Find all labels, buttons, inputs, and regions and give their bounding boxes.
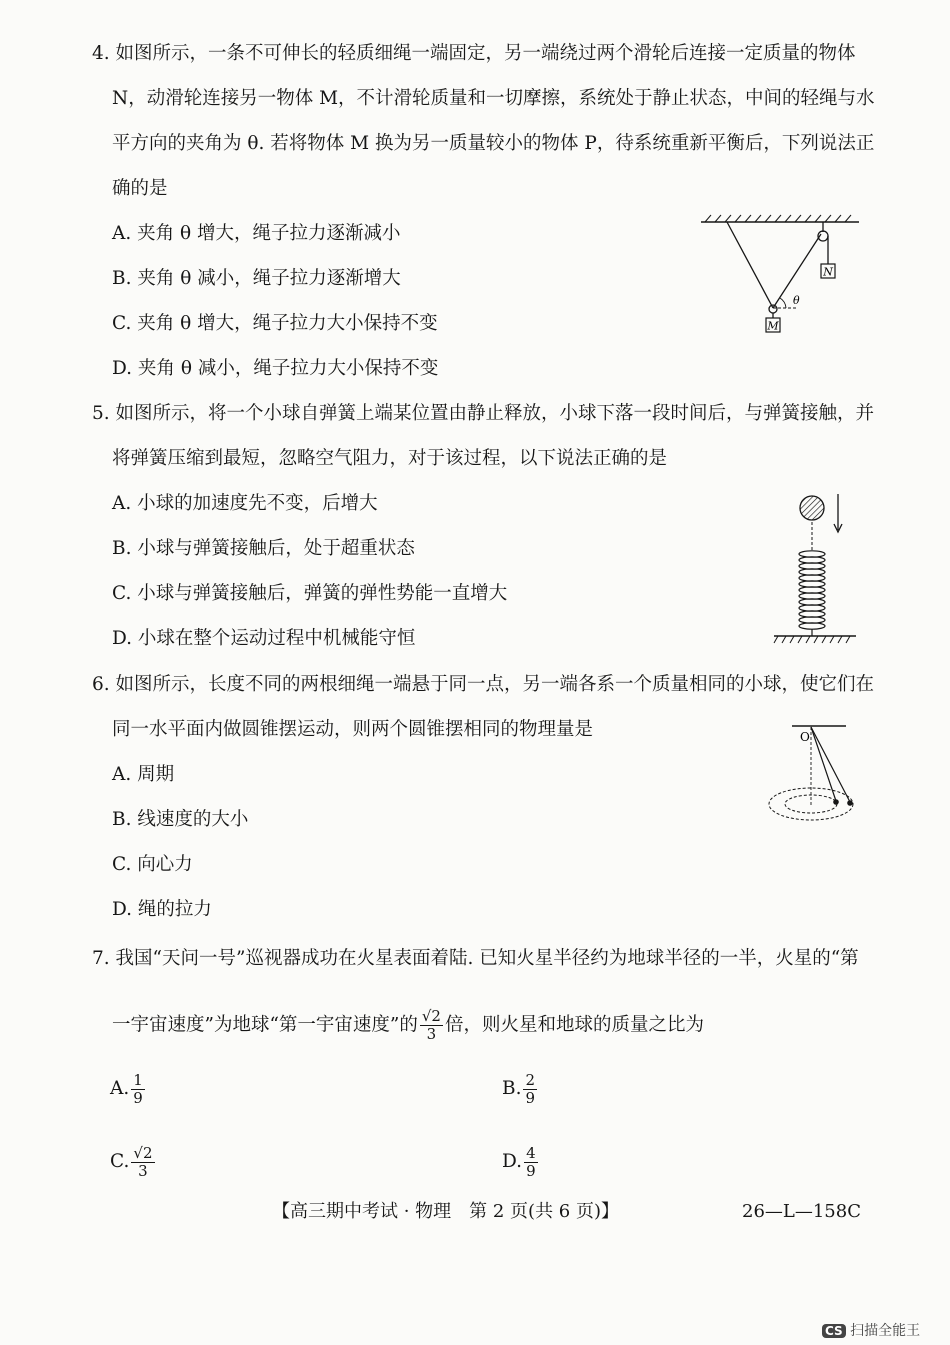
q5-stem-line-1: 5. 如图所示，将一个小球自弹簧上端某位置由静止释放，小球下落一段时间后，与弹簧接触，并 [92, 403, 875, 424]
q5-option-a[interactable]: A. 小球的加速度先不变，后增大 [112, 493, 378, 514]
spring-ball-figure [770, 488, 860, 650]
q7-option-b[interactable] [502, 1070, 539, 1108]
q7-option-d-letter: D. [502, 1151, 523, 1172]
q7-option-b-fraction [523, 1072, 537, 1107]
q7-option-c-den: 3 [138, 1161, 148, 1180]
scanner-logo-icon: CS [822, 1324, 846, 1338]
ball-1 [833, 799, 839, 805]
q7-stem-line-1: 7. 我国“天问一号”巡视器成功在火星表面着陆. 已知火星半径约为地球半径的一半，火星的“第 [92, 948, 859, 969]
q7-option-c-fraction [131, 1145, 154, 1180]
q4-stem-line-4: 确的是 [112, 178, 168, 199]
conical-pendulum-figure [760, 718, 860, 833]
ball-2 [847, 800, 853, 806]
label-m: M [767, 319, 779, 333]
q7-option-c-num: √2 [133, 1143, 153, 1162]
ratio-denominator: 3 [426, 1025, 437, 1043]
label-n: N [823, 265, 833, 279]
q5-option-b[interactable]: B. 小球与弹簧接触后，处于超重状态 [112, 538, 415, 559]
q6-option-b[interactable]: B. 线速度的大小 [112, 809, 249, 830]
ratio-numerator: √2 [421, 1007, 441, 1025]
string-short [811, 727, 836, 801]
q6-stem-line-2: 同一水平面内做圆锥摆运动，则两个圆锥摆相同的物理量是 [112, 719, 594, 740]
q7-option-a-num: 1 [133, 1070, 143, 1089]
q7-option-b-num: 2 [525, 1070, 536, 1089]
q7-option-a-letter: A. [110, 1078, 130, 1099]
q7-option-d-num: 4 [526, 1143, 536, 1162]
q4-stem-line-2: N，动滑轮连接另一物体 M，不计滑轮质量和一切摩擦，系统处于静止状态，中间的轻绳与水 [112, 88, 875, 109]
label-o: O [800, 730, 810, 744]
q7-option-c[interactable] [110, 1143, 157, 1181]
q4-stem-line-1: 4. 如图所示，一条不可伸长的轻质细绳一端固定，另一端绕过两个滑轮后连接一定质量的物体 [92, 43, 856, 64]
page-footer-code: 26—L—158C [742, 1201, 861, 1222]
ratio-fraction [420, 1008, 443, 1043]
scanner-watermark-text: 扫描全能王 [850, 1323, 921, 1339]
q7-stem-line-2 [112, 1008, 704, 1043]
q4-option-a[interactable]: A. 夹角 θ 增大，绳子拉力逐渐减小 [112, 223, 401, 244]
ball [800, 496, 824, 520]
rope-left [727, 222, 773, 308]
q7-option-a-den: 9 [133, 1088, 143, 1107]
q6-option-a[interactable]: A. 周期 [112, 764, 175, 785]
q5-option-c[interactable]: C. 小球与弹簧接触后，弹簧的弹性势能一直增大 [112, 583, 508, 604]
q7-option-d-den: 9 [526, 1161, 536, 1180]
q7-option-d-fraction [524, 1145, 538, 1180]
q7-option-b-den: 9 [525, 1088, 536, 1107]
string-long [811, 727, 850, 802]
q7-option-b-letter: B. [502, 1078, 522, 1099]
q4-stem-line-3: 平方向的夹角为 θ. 若将物体 M 换为另一质量较小的物体 P，待系统重新平衡后，下列说法正 [112, 133, 875, 154]
q7-option-a[interactable] [110, 1070, 147, 1108]
movable-pulley [769, 305, 777, 313]
label-theta: θ [793, 294, 800, 307]
q7-option-a-fraction [131, 1072, 145, 1107]
q7-stem-line-2-pre: 一宇宙速度”为地球“第一宇宙速度”的 [112, 1014, 418, 1036]
q5-stem-line-2: 将弹簧压缩到最短，忽略空气阻力，对于该过程，以下说法正确的是 [112, 448, 668, 469]
q5-option-d[interactable]: D. 小球在整个运动过程中机械能守恒 [112, 628, 416, 649]
q7-option-c-letter: C. [110, 1151, 130, 1172]
q4-option-d[interactable]: D. 夹角 θ 减小，绳子拉力大小保持不变 [112, 358, 439, 379]
q6-option-c[interactable]: C. 向心力 [112, 854, 193, 875]
q6-stem-line-1: 6. 如图所示，长度不同的两根细绳一端悬于同一点，另一端各系一个质量相同的小球，使它们在 [92, 674, 875, 695]
q7-option-d[interactable] [502, 1143, 540, 1181]
spring [799, 551, 825, 629]
q4-option-b[interactable]: B. 夹角 θ 减小，绳子拉力逐渐增大 [112, 268, 401, 289]
q4-option-c[interactable]: C. 夹角 θ 增大，绳子拉力大小保持不变 [112, 313, 438, 334]
scanner-watermark [822, 1320, 942, 1345]
page-footer-title: 【高三期中考试 · 物理 第 2 页(共 6 页)】 [272, 1201, 619, 1222]
pulley-system-figure [695, 212, 865, 337]
q7-stem-line-2-post: 倍，则火星和地球的质量之比为 [444, 1014, 704, 1036]
q6-option-d[interactable]: D. 绳的拉力 [112, 899, 212, 920]
